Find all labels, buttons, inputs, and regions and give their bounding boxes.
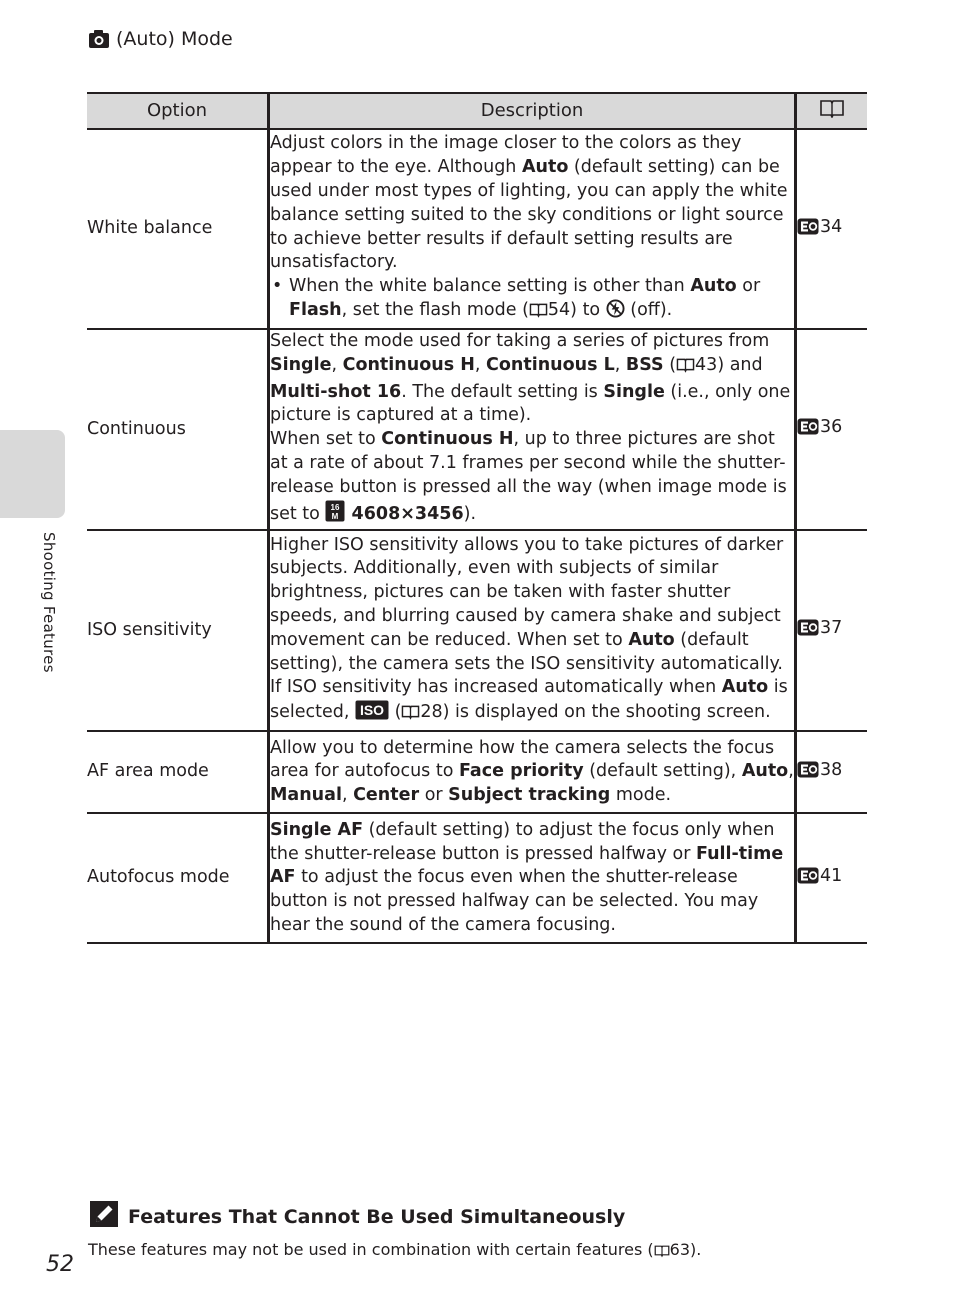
emphasized-text: Auto <box>690 276 737 297</box>
emphasized-text: BSS <box>625 354 664 375</box>
reference-section-icon <box>797 418 819 443</box>
reference-cell <box>796 813 868 943</box>
reference-page: 37 <box>820 618 843 639</box>
reference-page: 41 <box>820 865 843 886</box>
description-paragraph <box>270 132 794 275</box>
description-text: 28) is displayed on the shooting screen. <box>420 702 771 723</box>
emphasized-text: Single AF <box>270 819 364 840</box>
note-body <box>88 1240 701 1262</box>
description-text: Select the mode used for taking a series of pictures from <box>270 331 770 351</box>
side-tab <box>0 430 65 518</box>
emphasized-text: Center <box>353 785 420 806</box>
reference-page: 36 <box>820 417 843 438</box>
camera-auto-icon <box>88 29 110 49</box>
options-table <box>87 92 867 944</box>
book-ref-icon <box>819 98 845 125</box>
option-description <box>269 129 796 329</box>
description-text: , <box>788 761 794 782</box>
note-ref-page: 63 <box>669 1240 691 1259</box>
table-row <box>87 813 867 943</box>
pencil-note-icon <box>90 1201 118 1232</box>
description-text: (default setting), <box>583 761 742 782</box>
description-text: , up to three pictures are shot at a rate of about 7.1 frames per second while the shutter-release button is pressed all the way (when image mode is set to <box>270 429 787 524</box>
description-text: When the white balance setting is other than <box>289 276 691 297</box>
description-text: Higher ISO sensitivity allows you to take pictures of darker subjects. Additionally, even with subjects of similar brightness, pictures can be taken with faster shutter speeds, and blurring caused by camera shake and subject movement can be reduced. When set to <box>270 534 784 650</box>
option-description <box>269 329 796 530</box>
reference-section-icon <box>797 218 819 243</box>
description-paragraph <box>270 428 794 529</box>
option-name: AF area mode <box>87 731 269 813</box>
table-row <box>87 530 867 731</box>
emphasized-text: Auto <box>628 629 675 650</box>
description-text: When set to <box>270 429 382 450</box>
reference-section-icon <box>797 867 819 892</box>
option-name: Continuous <box>87 329 269 530</box>
option-name: ISO sensitivity <box>87 530 269 731</box>
page-number: 52 <box>46 1252 74 1277</box>
reference-cell <box>796 731 868 813</box>
description-paragraph <box>270 819 794 938</box>
note-body-text: ). <box>690 1240 702 1259</box>
emphasized-text: Subject tracking <box>448 785 611 806</box>
reference-cell <box>796 129 868 329</box>
description-text: or <box>736 276 761 297</box>
description-text: , <box>341 785 354 806</box>
description-text: , <box>614 354 626 375</box>
description-text: mode. <box>610 785 672 806</box>
emphasized-text: Flash <box>289 299 342 320</box>
description-text: , <box>474 354 486 375</box>
svg-text:M: M <box>332 511 339 521</box>
column-header-reference <box>796 93 868 129</box>
table-row <box>87 129 867 329</box>
book-ref-icon <box>654 1243 670 1262</box>
book-ref-icon <box>529 301 548 326</box>
column-header-description: Description <box>269 93 796 129</box>
description-text: (default setting) can be used under most types of lighting, you can apply the white balance setting suited to the sky conditions or light source to achieve better results if default setting results are unsatisfactory. <box>270 157 788 273</box>
emphasized-text: Continuous L <box>486 354 615 375</box>
description-text: is selected, <box>270 677 788 723</box>
svg-text:16: 16 <box>331 502 340 512</box>
reference-section-icon <box>797 761 819 786</box>
page-title: (Auto) Mode <box>116 28 233 50</box>
description-text: (off). <box>624 299 673 320</box>
description-text: Allow you to determine how the camera selects the focus area for autofocus to <box>270 737 775 782</box>
description-text: 54) to <box>547 299 606 320</box>
option-description <box>269 813 796 943</box>
side-tab-label: Shooting Features <box>40 532 58 673</box>
emphasized-text: Auto <box>721 677 769 698</box>
reference-page: 38 <box>820 759 843 780</box>
flash-off-icon <box>606 299 625 326</box>
note-heading <box>90 1201 625 1232</box>
description-text: . The default setting is <box>401 381 604 402</box>
note-title: Features That Cannot Be Used Simultaneously <box>128 1205 626 1228</box>
emphasized-text: Single <box>270 354 332 375</box>
description-text: ( <box>663 354 677 375</box>
emphasized-text: Full-time AF <box>270 843 784 888</box>
emphasized-text: 4608×3456 <box>345 503 464 524</box>
page-header <box>88 28 233 50</box>
reference-section-icon <box>797 619 819 644</box>
iso-icon <box>355 700 389 728</box>
svg-text:ISO: ISO <box>359 702 385 719</box>
table-row <box>87 731 867 813</box>
option-name: Autofocus mode <box>87 813 269 943</box>
description-bullet <box>270 275 794 326</box>
reference-cell <box>796 329 868 530</box>
description-text: (i.e., only one picture is captured at a time). <box>270 381 791 426</box>
table-header-row <box>87 93 867 129</box>
description-text: ( <box>389 702 402 723</box>
description-paragraph <box>270 676 794 728</box>
book-ref-icon <box>676 356 695 381</box>
description-paragraph <box>270 737 794 808</box>
description-text: to adjust the focus even when the shutter-release button is not pressed halfway can be selected. You may hear the sound of the camera focusing. <box>270 867 759 936</box>
description-paragraph <box>270 534 794 677</box>
emphasized-text: Multi-shot 16 <box>270 381 402 402</box>
emphasized-text: Auto <box>741 761 789 782</box>
description-text: , <box>331 354 343 375</box>
book-ref-icon <box>401 703 420 728</box>
emphasized-text: Manual <box>270 785 342 806</box>
reference-cell <box>796 530 868 731</box>
note-body-text: These features may not be used in combination with certain features ( <box>88 1240 654 1259</box>
option-name: White balance <box>87 129 269 329</box>
reference-page: 34 <box>820 216 843 237</box>
emphasized-text: Auto <box>521 157 569 178</box>
emphasized-text: Continuous H <box>342 354 475 375</box>
description-text: 43) and <box>695 354 763 375</box>
image-size-16m-icon <box>325 500 345 530</box>
option-description <box>269 530 796 731</box>
description-paragraph <box>270 330 794 428</box>
description-text: ). <box>463 503 477 524</box>
emphasized-text: Single <box>603 381 665 402</box>
description-text: If ISO sensitivity has increased automatically when <box>270 677 722 698</box>
column-header-option: Option <box>87 93 269 129</box>
description-text: or <box>419 785 449 806</box>
description-text: Adjust colors in the image closer to the colors as they appear to the eye. Although <box>270 133 742 178</box>
emphasized-text: Face priority <box>459 761 584 782</box>
description-text: (default setting) to adjust the focus only when the shutter-release button is pressed halfway or <box>270 819 775 864</box>
option-description <box>269 731 796 813</box>
description-text: (default setting), the camera sets the ISO sensitivity automatically. <box>270 629 783 674</box>
description-text: , set the flash mode ( <box>341 299 529 320</box>
table-row <box>87 329 867 530</box>
emphasized-text: Continuous H <box>381 429 514 450</box>
